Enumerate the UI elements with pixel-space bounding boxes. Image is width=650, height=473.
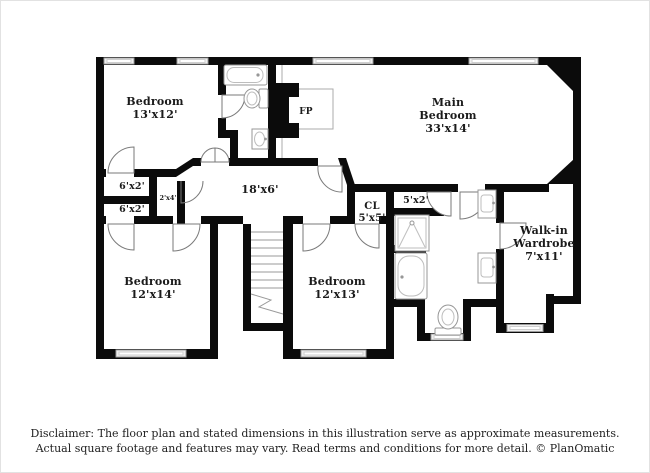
sink-vanity-2 bbox=[478, 253, 496, 283]
room-dims: 12'x13' bbox=[314, 288, 360, 301]
room-dims: 7'x11' bbox=[525, 250, 563, 263]
room-name: Bedroom bbox=[419, 109, 477, 122]
label-closet-cl bbox=[358, 201, 385, 225]
door-arc bbox=[222, 95, 245, 118]
room-dims: 5'x2' bbox=[403, 195, 429, 206]
window bbox=[469, 58, 538, 64]
window bbox=[313, 58, 373, 64]
fireplace-label: FP bbox=[299, 107, 313, 117]
label-closet-5x2 bbox=[403, 195, 429, 207]
label-bedroom-top-left bbox=[126, 95, 184, 121]
door-arc bbox=[215, 148, 229, 162]
room-dims: 6'x2' bbox=[119, 204, 145, 215]
door-arc bbox=[108, 224, 134, 250]
door-arc bbox=[201, 148, 215, 162]
label-wardrobe bbox=[513, 224, 574, 263]
label-closet-upper bbox=[119, 181, 145, 193]
window bbox=[104, 58, 134, 64]
room-dims: 12'x14' bbox=[130, 288, 176, 301]
stair-break-line bbox=[251, 294, 283, 314]
room-dims: 5'x5' bbox=[358, 213, 386, 224]
toilet-top bbox=[244, 89, 268, 108]
shower bbox=[395, 215, 429, 251]
room-dims: 6'x2' bbox=[119, 181, 145, 192]
room-dims: 13'x12' bbox=[132, 108, 178, 121]
room-name: Walk-in bbox=[519, 224, 569, 237]
window bbox=[301, 350, 366, 357]
door-arc bbox=[318, 166, 342, 192]
room-name: Main bbox=[431, 96, 465, 109]
label-closet-small bbox=[160, 194, 177, 202]
wall-se-chamfer bbox=[547, 159, 574, 184]
room-dims: 33'x14' bbox=[425, 122, 471, 135]
sink-vanity-1 bbox=[478, 190, 496, 218]
door-arc bbox=[108, 147, 134, 173]
label-fireplace bbox=[299, 106, 313, 119]
room-name: Bedroom bbox=[124, 275, 182, 288]
window bbox=[177, 58, 208, 64]
label-main-bedroom bbox=[419, 96, 477, 135]
door-arc bbox=[355, 224, 379, 248]
wall-left bbox=[96, 57, 104, 359]
window bbox=[116, 350, 186, 357]
door-arc bbox=[303, 224, 330, 251]
toilet-alcove bbox=[435, 305, 461, 335]
sink-top bbox=[252, 129, 268, 149]
door-arc bbox=[173, 224, 200, 251]
label-closet-lower bbox=[119, 204, 145, 216]
room-name: Bedroom bbox=[126, 95, 184, 108]
bathtub-right bbox=[395, 253, 427, 299]
room-name: Bedroom bbox=[308, 275, 366, 288]
disclaimer bbox=[1, 426, 649, 456]
room-name: Wardrobe bbox=[513, 237, 575, 250]
wall-ne-chamfer bbox=[547, 65, 574, 92]
room-dims: 18'x6' bbox=[241, 183, 279, 196]
wall-se-step-h bbox=[546, 296, 581, 304]
room-name: CL bbox=[364, 201, 380, 212]
label-bedroom-bottom-left bbox=[124, 275, 182, 301]
bathtub-top bbox=[224, 65, 267, 85]
disclaimer-line-1: Disclaimer: The floor plan and stated dimensions in this illustration serve as approximate measurements. bbox=[30, 427, 620, 440]
staircase bbox=[251, 232, 283, 314]
disclaimer-line-2: Actual square footage and features may vary. Read terms and conditions for more detail. © PlanOmatic bbox=[35, 442, 615, 455]
label-hallway bbox=[241, 183, 278, 196]
wall-right bbox=[573, 57, 581, 304]
room-dims: 2'x4' bbox=[159, 194, 177, 202]
window bbox=[507, 325, 543, 332]
label-bedroom-bottom-mid bbox=[308, 275, 366, 301]
